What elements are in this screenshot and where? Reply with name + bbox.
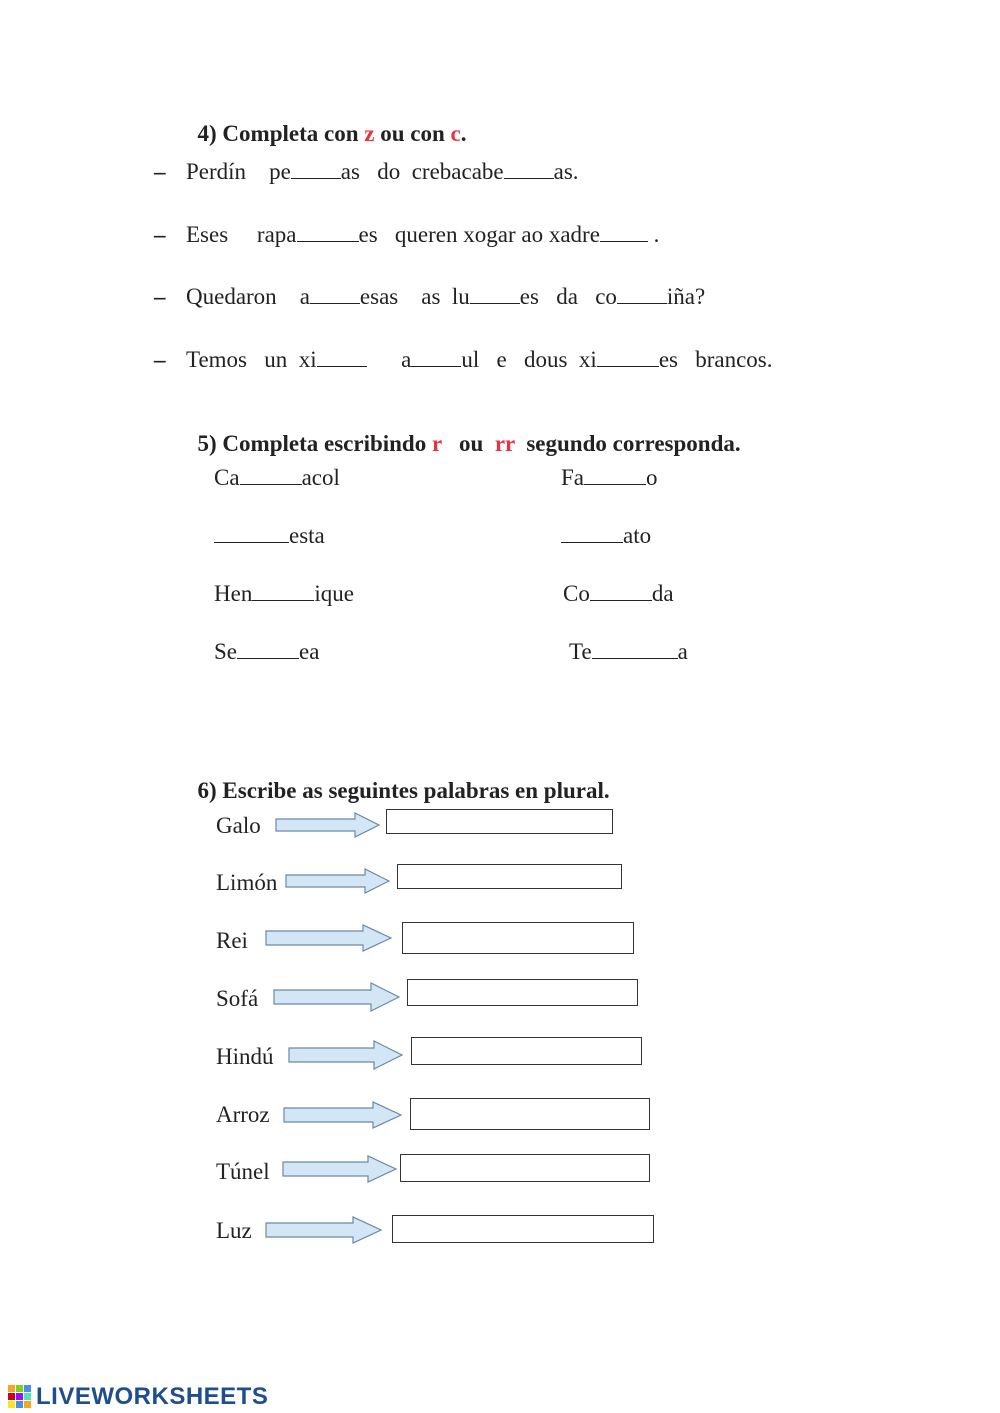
plural-answer-box[interactable] bbox=[400, 1154, 650, 1182]
bullet-dash: – bbox=[154, 222, 166, 247]
fill-blank[interactable] bbox=[504, 177, 554, 179]
fill-blank[interactable] bbox=[237, 657, 299, 659]
fill-blank[interactable] bbox=[411, 365, 461, 367]
word-label: Rei bbox=[216, 928, 248, 953]
plural-answer-box[interactable] bbox=[411, 1037, 642, 1065]
arrow-right-icon bbox=[283, 1100, 403, 1130]
ex5-item-left: Ca acol bbox=[214, 465, 340, 490]
fill-blank[interactable] bbox=[252, 599, 314, 601]
brand-name: LIVEWORKSHEETS bbox=[36, 1383, 269, 1410]
plural-answer-box[interactable] bbox=[407, 979, 638, 1006]
fill-blank[interactable] bbox=[592, 657, 678, 659]
plural-answer-box[interactable] bbox=[392, 1215, 654, 1243]
word-label: Luz bbox=[216, 1218, 252, 1243]
footer-brand bbox=[8, 1382, 268, 1412]
arrow-right-icon bbox=[288, 1039, 404, 1071]
bullet-dash: – bbox=[154, 347, 166, 372]
fill-blank[interactable] bbox=[240, 483, 302, 485]
arrow-right-icon bbox=[265, 1215, 383, 1245]
ex4-heading: 4) Completa con z ou con c. bbox=[197, 121, 467, 146]
word-label: Sofá bbox=[216, 986, 259, 1011]
arrow-right-icon bbox=[282, 1154, 398, 1184]
word-label: Limón bbox=[216, 870, 278, 895]
ex4-line-1: Perdín pe as do crebacabe as. bbox=[186, 159, 579, 184]
ex5-item-left: Se ea bbox=[214, 639, 320, 664]
fill-blank[interactable] bbox=[617, 302, 667, 304]
plural-answer-box[interactable] bbox=[397, 864, 622, 889]
ex4-line-4: Temos un xi a ul e dous xi es brancos. bbox=[186, 347, 773, 372]
ex5-item-left: esta bbox=[214, 524, 325, 547]
fill-blank[interactable] bbox=[214, 541, 289, 543]
fill-blank[interactable] bbox=[584, 483, 646, 485]
arrow-right-icon bbox=[265, 923, 393, 953]
plural-answer-box[interactable] bbox=[386, 809, 613, 834]
word-label: Arroz bbox=[216, 1102, 270, 1127]
ex5-item-right: ato bbox=[561, 524, 651, 547]
fill-blank[interactable] bbox=[310, 302, 360, 304]
arrow-right-icon bbox=[275, 811, 381, 839]
arrow-right-icon bbox=[273, 981, 401, 1013]
fill-blank[interactable] bbox=[291, 177, 341, 179]
liveworksheets-logo-icon bbox=[8, 1385, 32, 1409]
ex4-line-3: Quedaron a esas as lu es da co iña? bbox=[186, 284, 706, 309]
fill-blank[interactable] bbox=[561, 541, 623, 543]
bullet-dash: – bbox=[154, 284, 166, 309]
fill-blank[interactable] bbox=[590, 599, 652, 601]
word-label: Galo bbox=[216, 813, 261, 838]
ex5-item-right: Te a bbox=[569, 639, 688, 664]
word-label: Hindú bbox=[216, 1044, 274, 1069]
arrow-right-icon bbox=[285, 867, 391, 895]
word-label: Túnel bbox=[216, 1159, 270, 1184]
fill-blank[interactable] bbox=[600, 240, 648, 242]
ex5-item-left: Hen ique bbox=[214, 581, 354, 606]
ex5-heading: 5) Completa escribindo r ou rr segundo corresponda. bbox=[197, 431, 741, 456]
ex6-heading: 6) Escribe as seguintes palabras en plural. bbox=[197, 778, 610, 803]
plural-answer-box[interactable] bbox=[410, 1098, 650, 1130]
fill-blank[interactable] bbox=[597, 365, 659, 367]
ex5-item-right: Fa o bbox=[561, 465, 658, 490]
fill-blank[interactable] bbox=[470, 302, 520, 304]
plural-answer-box[interactable] bbox=[402, 922, 634, 954]
ex5-item-right: Co da bbox=[563, 581, 674, 606]
fill-blank[interactable] bbox=[317, 365, 367, 367]
ex4-line-2: Eses rapa es queren xogar ao xadre . bbox=[186, 222, 660, 247]
fill-blank[interactable] bbox=[297, 240, 359, 242]
bullet-dash: – bbox=[154, 159, 166, 184]
